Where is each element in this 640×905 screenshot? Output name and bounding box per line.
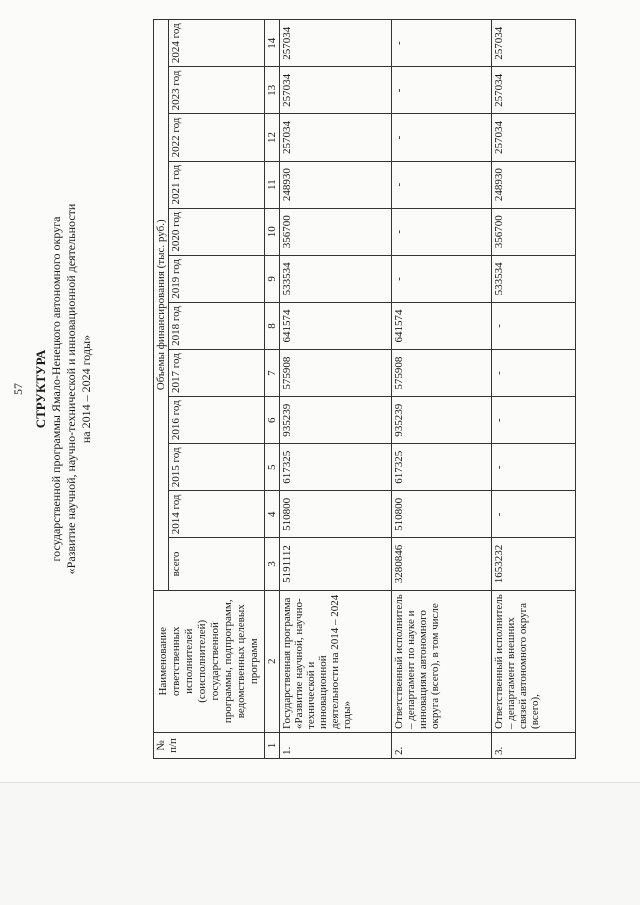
row-value: 257034 bbox=[280, 114, 392, 161]
row-value: 510800 bbox=[392, 491, 492, 538]
row-value: 575908 bbox=[392, 350, 492, 397]
subtitle-line-1: государственной программы Ямало-Ненецкого автономного округа bbox=[49, 216, 63, 562]
header-year: 2015 год bbox=[169, 444, 265, 491]
row-value: - bbox=[492, 350, 576, 397]
column-number: 8 bbox=[265, 302, 280, 349]
rotated-page-content bbox=[13, 13, 623, 765]
row-number: 3. bbox=[492, 732, 576, 758]
column-number: 5 bbox=[265, 444, 280, 491]
subtitle-line-2: «Развитие научной, научно-технической и инновационной деятельности bbox=[64, 203, 78, 575]
table-header-row-1 bbox=[154, 20, 169, 759]
column-number: 14 bbox=[265, 20, 280, 67]
row-total: 1653232 bbox=[492, 538, 576, 590]
column-number: 6 bbox=[265, 397, 280, 444]
row-number: 2. bbox=[392, 732, 492, 758]
row-total: 5191112 bbox=[280, 538, 392, 590]
column-number: 1 bbox=[265, 732, 280, 758]
row-name: Ответственный исполнитель – департамент по науке и инновациям автономного округа (всего), в том числе bbox=[392, 590, 492, 732]
row-value: 356700 bbox=[492, 208, 576, 255]
column-number: 10 bbox=[265, 208, 280, 255]
header-name: Наименование ответственных исполнителей (соисполнителей) государственной программы, подпрограмм, ведомственных целевых программ bbox=[154, 590, 265, 732]
row-value: 617325 bbox=[392, 444, 492, 491]
row-number: 1. bbox=[280, 732, 392, 758]
document-title: СТРУКТУРА bbox=[33, 349, 48, 429]
row-value: 641574 bbox=[392, 302, 492, 349]
row-total: 3280846 bbox=[392, 538, 492, 590]
row-value: 533534 bbox=[492, 255, 576, 302]
header-year: 2018 год bbox=[169, 302, 265, 349]
column-number: 12 bbox=[265, 114, 280, 161]
row-value: 617325 bbox=[280, 444, 392, 491]
table-row bbox=[492, 20, 576, 759]
row-value: 257034 bbox=[492, 114, 576, 161]
row-value: 257034 bbox=[492, 67, 576, 114]
row-value: 641574 bbox=[280, 302, 392, 349]
header-year: 2019 год bbox=[169, 255, 265, 302]
column-number: 11 bbox=[265, 161, 280, 208]
subtitle-line-3: на 2014 – 2024 годы» bbox=[79, 334, 93, 444]
table-row bbox=[392, 20, 492, 759]
row-value: 257034 bbox=[280, 20, 392, 67]
funding-structure-table bbox=[153, 19, 576, 759]
header-year: 2014 год bbox=[169, 491, 265, 538]
row-value: - bbox=[492, 302, 576, 349]
header-total: всего bbox=[169, 538, 265, 590]
row-value: - bbox=[392, 161, 492, 208]
row-value: - bbox=[392, 208, 492, 255]
row-value: - bbox=[392, 20, 492, 67]
row-value: 257034 bbox=[492, 20, 576, 67]
row-value: 248930 bbox=[280, 161, 392, 208]
row-value: - bbox=[492, 491, 576, 538]
column-number: 3 bbox=[265, 538, 280, 590]
row-value: - bbox=[392, 67, 492, 114]
row-value: 356700 bbox=[280, 208, 392, 255]
row-value: 935239 bbox=[280, 397, 392, 444]
table-row bbox=[280, 20, 392, 759]
header-year: 2017 год bbox=[169, 350, 265, 397]
column-number: 13 bbox=[265, 67, 280, 114]
header-funding: Объемы финансирования (тыс. руб.) bbox=[154, 20, 169, 591]
header-year: 2016 год bbox=[169, 397, 265, 444]
row-value: 248930 bbox=[492, 161, 576, 208]
row-value: 575908 bbox=[280, 350, 392, 397]
header-number: № п/п bbox=[154, 732, 265, 758]
header-year: 2022 год bbox=[169, 114, 265, 161]
column-number: 9 bbox=[265, 255, 280, 302]
row-value: 510800 bbox=[280, 491, 392, 538]
column-number-row bbox=[265, 20, 280, 759]
column-number: 7 bbox=[265, 350, 280, 397]
header-year: 2020 год bbox=[169, 208, 265, 255]
header-year: 2023 год bbox=[169, 67, 265, 114]
column-number: 4 bbox=[265, 491, 280, 538]
row-value: - bbox=[392, 255, 492, 302]
row-value: - bbox=[392, 114, 492, 161]
row-value: 935239 bbox=[392, 397, 492, 444]
title-block bbox=[33, 13, 94, 765]
column-number: 2 bbox=[265, 590, 280, 732]
header-year: 2024 год bbox=[169, 20, 265, 67]
row-value: - bbox=[492, 444, 576, 491]
page-number: 57 bbox=[11, 383, 25, 395]
row-value: 257034 bbox=[280, 67, 392, 114]
row-name: Ответственный исполнитель – департамент внешних связей автономного округа (всего), bbox=[492, 590, 576, 732]
header-year: 2021 год bbox=[169, 161, 265, 208]
row-value: 533534 bbox=[280, 255, 392, 302]
row-value: - bbox=[492, 397, 576, 444]
row-name: Государственная программа «Развитие научной, научно-технической и инновационной деятельности на 2014 – 2024 годы» bbox=[280, 590, 392, 732]
